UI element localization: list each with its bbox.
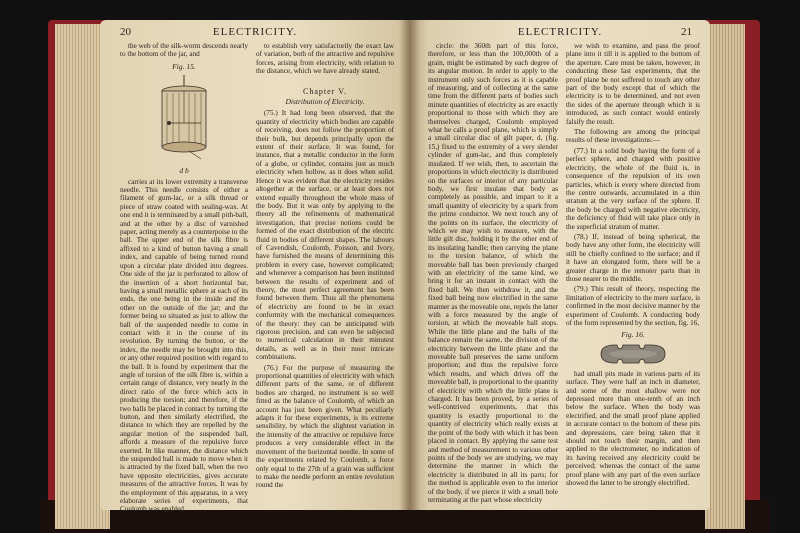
paragraph: the web of the silk-worm descends nearly to the bottom of the jar, and — [120, 42, 248, 59]
book-gutter — [400, 20, 420, 510]
figure-caption: Fig. 15. — [172, 61, 196, 71]
paragraph: (77.) In a solid body having the form of a perfect sphere, and charged with positive electricity, the whole of the fluid is, in consequence of the repulsion of its own particles, which is every where directed from the centre outwards, accumulated in a thin stratum at the very surface of the sphere. If the body be charged with negative electricity, the deficiency of fluid will take place only in the superficial stratum of matter. — [566, 146, 700, 231]
paragraph: (76.) For the purpose of measuring the proportional quantities of electricity with which different parts of the same, or of different bodies are charged, no instrument is so well fitted as the balance of Coulomb, of which an account has just been given. What peculiarly adapts it for these experiments, is its extreme sensibility, by which the slightest variation in the intensity of the attractive or repulsive force produces a very considerable effect in the movement of the horizontal needle. In some of the experiments related by Coulomb, a force only equal to the 27th of a grain was sufficient to make the needle perform an entire revolution round the — [256, 363, 394, 490]
paragraph: had small pits made in various parts of its surface. They were half an inch in diameter, and some of the most shallow were not depressed more than one-tenth of an inch below the surface. When the body was electrified, and the small proof plane applied in accurate contact to the bottom of these pits and depressions, care being taken that it should not touch their margin, and then applied to the electrometer, no indication of its having received any electricity could be perceived; whereas the contact of the same proof plane with any part of the even surface showed the latter to be strongly electrified. — [566, 369, 700, 488]
paragraph: (78.) If, instead of being spherical, the body have any other form, the electricity will still be chiefly confined to the surface; and if it have an elongated form, there will be a greater charge in the remoter parts than in those nearer to the middle. — [566, 232, 700, 283]
paragraph: The following are among the principal results of these investigations:— — [566, 128, 700, 145]
paragraph: carries at its lower extremity a transverse needle. This needle consists of either a filament of gum-lac, or a silk thread or piece of straw coated with sealing-wax. At one end it is terminated by a small pith-ball, and at the other by a disc of varnished paper, acting merely as a counterpoise to the ball. The upper end of the silk fibre is affixed to a kind of button having a small index, and capable of being turned round upon a circular plate divided into degrees. One side of the jar is perforated to allow of the insertion of a short horizontal bar, having a small metallic sphere at each of its ends, the one being in the inside and the other on the outside of the jar; and the former being so situated as just to allow the ball of the suspended needle to come in contact with it in the course of its revolution. By turning the button, or the index, the needle may be brought into this, or any other required position with regard to the ball. It is found by experiment that the angle of torsion of the silk fibre is, within a certain range of distance, very nearly in the direct ratio of the force which acts in producing the torsion; and therefore, if the two balls be placed in contact by turning the button, and then similarly electrified, the distance to which they are repelled by the angular motion of the suspended ball, affords a measure of the repulsive force exerted. In like manner, the distance which the suspended ball is made to move when it is attracted by the fixed ball, when the two have opposite electricities, gives accurate measures of the attractive forces. It was by the employment of this apparatus, in a very elaborate series of experiments, that Coulomb was enabled — [120, 177, 248, 514]
left-page — [100, 20, 410, 514]
figure-caption: Fig. 16. — [621, 330, 645, 340]
left-column-a — [120, 42, 248, 514]
paragraph: (79.) This result of theory, respecting the limitation of electricity to the mere surface, is confirmed in the most decisive manner by the experiment of Coulomb. A conducting body of the form represented by the section, fig. 16, — [566, 285, 700, 327]
section-heading: Distribution of Electricity. — [285, 97, 365, 107]
left-column-b — [256, 42, 394, 500]
right-page-header — [418, 26, 702, 40]
right-column-b — [566, 42, 700, 500]
torsion-balance-illustration — [149, 73, 219, 163]
running-head: ELECTRICITY. — [517, 26, 603, 38]
paragraph: we wish to examine, and pass the proof plane into it till it is applied to the bottom of the aperture. Care must be taken, however, in conducting these last experiments, that the proof plane be not suffered to touch any other part of the body except that of which the electricity is to be determined, and not even the sides of the aperture through which it is introduced, as such contact would entirely falsify the result. — [566, 42, 700, 126]
page-edges-right — [705, 24, 745, 529]
figure-tag: d b — [179, 166, 189, 176]
right-column-a — [428, 42, 558, 504]
paragraph: circle: the 360th part of this force, therefore, or less than the 100,000th of a grain, might be estimated by each degree of its angular motion. In order to apply to the instrument only such forces as it is capable of measuring, and of collecting at the same time from the different parts of bodies such minute quantities of electricity as are exactly proportional to those with which they are themselves charged, Coulomb employed what he calls a proof plane, which is simply a small circular disc of gilt paper, d, (fig. 15,) fixed to the extremity of a very slender cylinder of gum-lac, and thus completely insulated. If we wish, then, to ascertain the proportions in which electricity is distributed on the surfaces or interior of any particular body, we first insulate that body as completely as possible, and impart to it a small quantity of electricity by a spark from the prime conductor. We next touch any of the points on its surface, the electricity of which we may wish to measure, with the little gilt disc, holding it by the other end of its insulating handle; then carrying the plane to the torsion balance, of which the moveable ball has been previously charged with an electricity of the same kind, we bring it for an instant in contact with the fixed ball. We then withdraw it, and the fixed ball being now electrified in the same manner as the moveable one, repels the latter with a force measured by the angle of torsion, at which the moveable ball stops. While the little plane and the balls of the balance remain the same, the division of the electricity between the little plane and the moveable ball preserves the same uniform proportion; and thus the repulsive force which results, and which drives off the moveable ball, is proportional to the quantity of electricity with which the little plane is charged. It has been proved, by a series of well-contrived experiments, that this quantity is exactly proportional to the quantity of electricity which really exists at the point of the body with which it has been placed in contact. By applying the same test and method of measurement to various other points of the body we are studying, we may determine the manner in which the electricity is distributed in all its parts; for the method is applicable even to the interior of the body, if we pierce it with a small hole terminating at the part whose electricity — [428, 42, 558, 504]
right-page — [410, 20, 710, 510]
chapter-heading: Chapter V. — [303, 86, 347, 96]
running-head: ELECTRICITY. — [212, 26, 298, 38]
page-number: 20 — [120, 26, 131, 38]
paragraph: to establish very satisfactorily the exact law of variation, both of the attractive and repulsive forces, arising from electricity, with relation to the distance, which we have already stated. — [256, 42, 394, 76]
left-page-header — [108, 26, 402, 40]
paragraph: (75.) It had long been observed, that the quantity of electricity which bodies are capable of receiving, does not follow the proportion of their bulk, but depends principally upon the extent of their surface. It was found, for instance, that a metallic conductor in the form of a globe, or cylinder, contains just as much electricity when hollow, as it does when solid. Hence it was evident that the electricity resides altogether at the surface, or at least does not extend equally throughout the whole mass of the body. But it was only by applying to the theory all the refinements of mathematical investigation, that precise notions could be formed of the exact distribution of the electric fluid in bodies of different shapes. The labours of Cavendish, Coulomb, Poisson, and Ivory, have furnished the means of determining this problem in every case, however complicated; and whenever a comparison has been instituted between the results of experiment and of theory, the most perfect agreement has been found between them. Thus all the phenomena of electricity are found to be in exact conformity with the mechanical consequences of the theory: they can be anticipated with rigorous precision, and can even be subjected to numerical calculation in their minutest details, as well as in their most intricate combinations. — [256, 109, 394, 362]
page-number: 21 — [681, 26, 692, 38]
conductor-section-illustration — [593, 342, 673, 366]
